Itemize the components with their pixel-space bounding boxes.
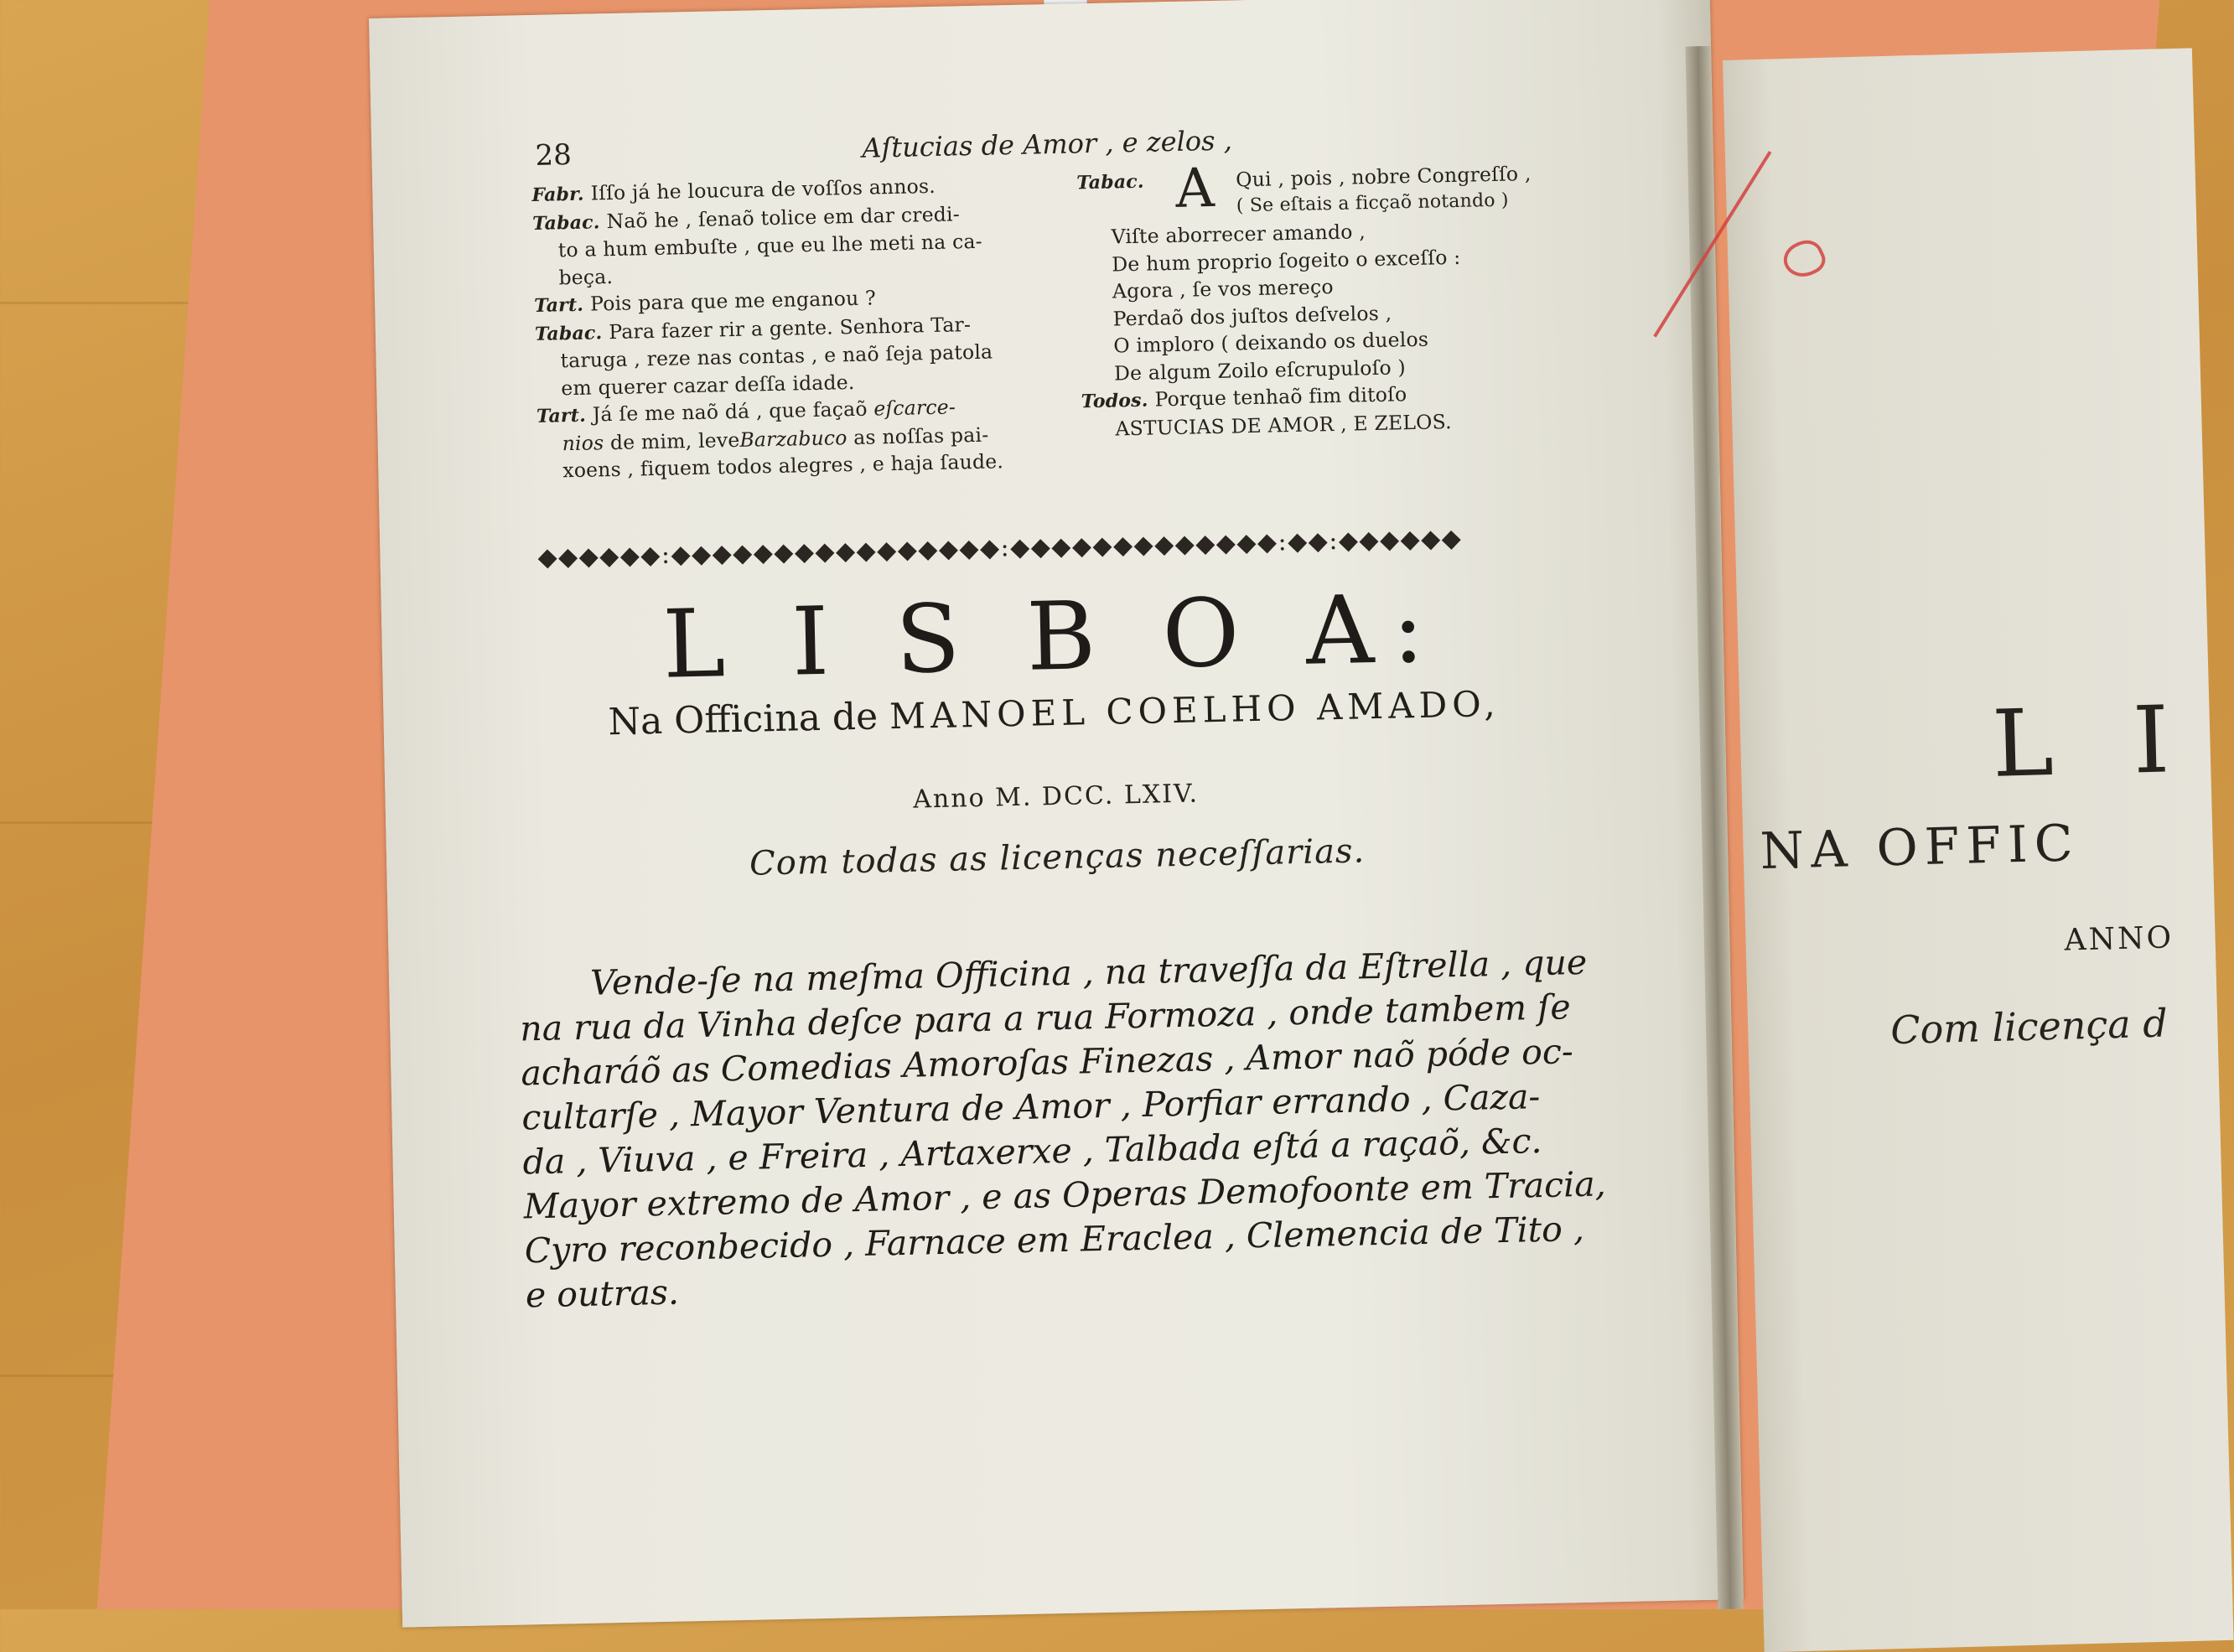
dialogue-line: taruga , reze nas contas , e naõ ſeja patola <box>560 339 993 373</box>
dialogue-line: nios de mim, leveBarzabuco as noſſas pai- <box>562 422 989 455</box>
right-page-license: Com licença d <box>1889 1000 2169 1054</box>
dialogue-line: beça. <box>558 264 614 289</box>
imprint-year: Anno M. DCC. LXIV. <box>912 779 1200 815</box>
dialogue-line: Fabr. Iſſo já he loucura de voſſos annos. <box>531 173 936 206</box>
dialogue-line: xoens , fiquem todos alegres , e haja ſaude. <box>562 449 1004 483</box>
right-page-press: NA OFFIC <box>1759 814 2081 882</box>
sale-notice-line: acharáõ as Comedias Amoroſas Finezas , Amor naõ póde oc- <box>520 1031 1574 1094</box>
dialogue-column-left <box>531 169 1082 484</box>
verse-line: Viſte aborrecer amando , <box>1111 220 1366 249</box>
sale-notice-line: cultarſe , Mayor Ventura de Amor , Porfiar errando , Caza- <box>521 1076 1541 1138</box>
speaker-label: Tabac. <box>1076 170 1144 194</box>
verse-line: De algum Zoilo eſcrupuloſo ) <box>1113 355 1407 385</box>
dialogue-line: Tart. Pois para que me enganou ? <box>533 286 877 317</box>
imprint-city: L I S B O A: <box>661 574 1444 700</box>
imprint-press: Na Officina de MANOEL COELHO AMADO, <box>607 682 1501 744</box>
right-page-year: ANNO <box>2064 920 2174 958</box>
dialogue-line: Tabac. Para fazer rir a gente. Senhora Tar- <box>534 312 972 345</box>
dialogue-line: em querer cazar deſſa idade. <box>560 370 855 400</box>
verse-line: Todos. Porque tenhaõ fim ditoſo <box>1081 382 1407 413</box>
dialogue-line: Tabac. Naõ he , ſenaõ tolice em dar credi- <box>531 201 961 235</box>
sale-notice-line: Cyro reconbecido , Farnace em Eraclea , Clemencia de Tito , <box>524 1208 1585 1271</box>
ornament-rule: ◆◆◆◆◆◆:◆◆◆◆◆◆◆◆◆◆◆◆◆◆◆◆:◆◆◆◆◆◆◆◆◆◆◆◆◆:◆◆:◆◆◆◆◆◆ <box>537 523 1463 572</box>
right-page <box>1723 48 2234 1652</box>
sale-notice <box>519 940 1641 1318</box>
sale-notice-line: Vende-ſe na meſma Officina , na traveſſa da Eſtrella , que <box>589 941 1588 1003</box>
page-number: 28 <box>535 137 573 173</box>
dialogue-line: to a hum embuſte , que eu lhe meti na ca- <box>557 229 983 262</box>
running-title: Aſtucias de Amor , e zelos , <box>861 124 1233 164</box>
verse-column-right <box>1076 158 1619 443</box>
dialogue-line: Tart. Já ſe me naõ dá , que façaõ eſcarce- <box>536 395 956 427</box>
verse-opening: Tabac. A Qui , pois , nobre Congreſſo , ( Se eſtais a ficçaõ notando ) <box>1076 157 1532 220</box>
verse-line: Agora , ſe vos mereço <box>1112 274 1334 303</box>
imprint-license: Com todas as licenças neceſſarias. <box>749 831 1366 883</box>
verse-line: O imploro ( deixando os duelos <box>1113 327 1429 358</box>
drop-cap: A <box>1174 157 1215 220</box>
sale-notice-line: e outras. <box>525 1271 680 1316</box>
verse-line: Perdaõ dos juſtos deſvelos , <box>1112 301 1392 330</box>
verse-line: De hum proprio ſogeito o exceſſo : <box>1112 245 1461 276</box>
sale-notice-line: Mayor extremo de Amor , e as Operas Demofoonte em Tracia, <box>523 1163 1607 1227</box>
right-page-city: L I <box>1990 685 2196 798</box>
verse-line-final: ASTUCIAS DE AMOR , E ZELOS. <box>1115 409 1452 440</box>
sale-notice-line: da , Viuva , e Freira , Artaxerxe , Talbada eſtá a raçaõ, &c. <box>522 1120 1542 1183</box>
sale-notice-line: na rua da Vinha deſce para a rua Formoza , onde tambem ſe <box>519 987 1572 1049</box>
left-page <box>369 0 1744 1628</box>
